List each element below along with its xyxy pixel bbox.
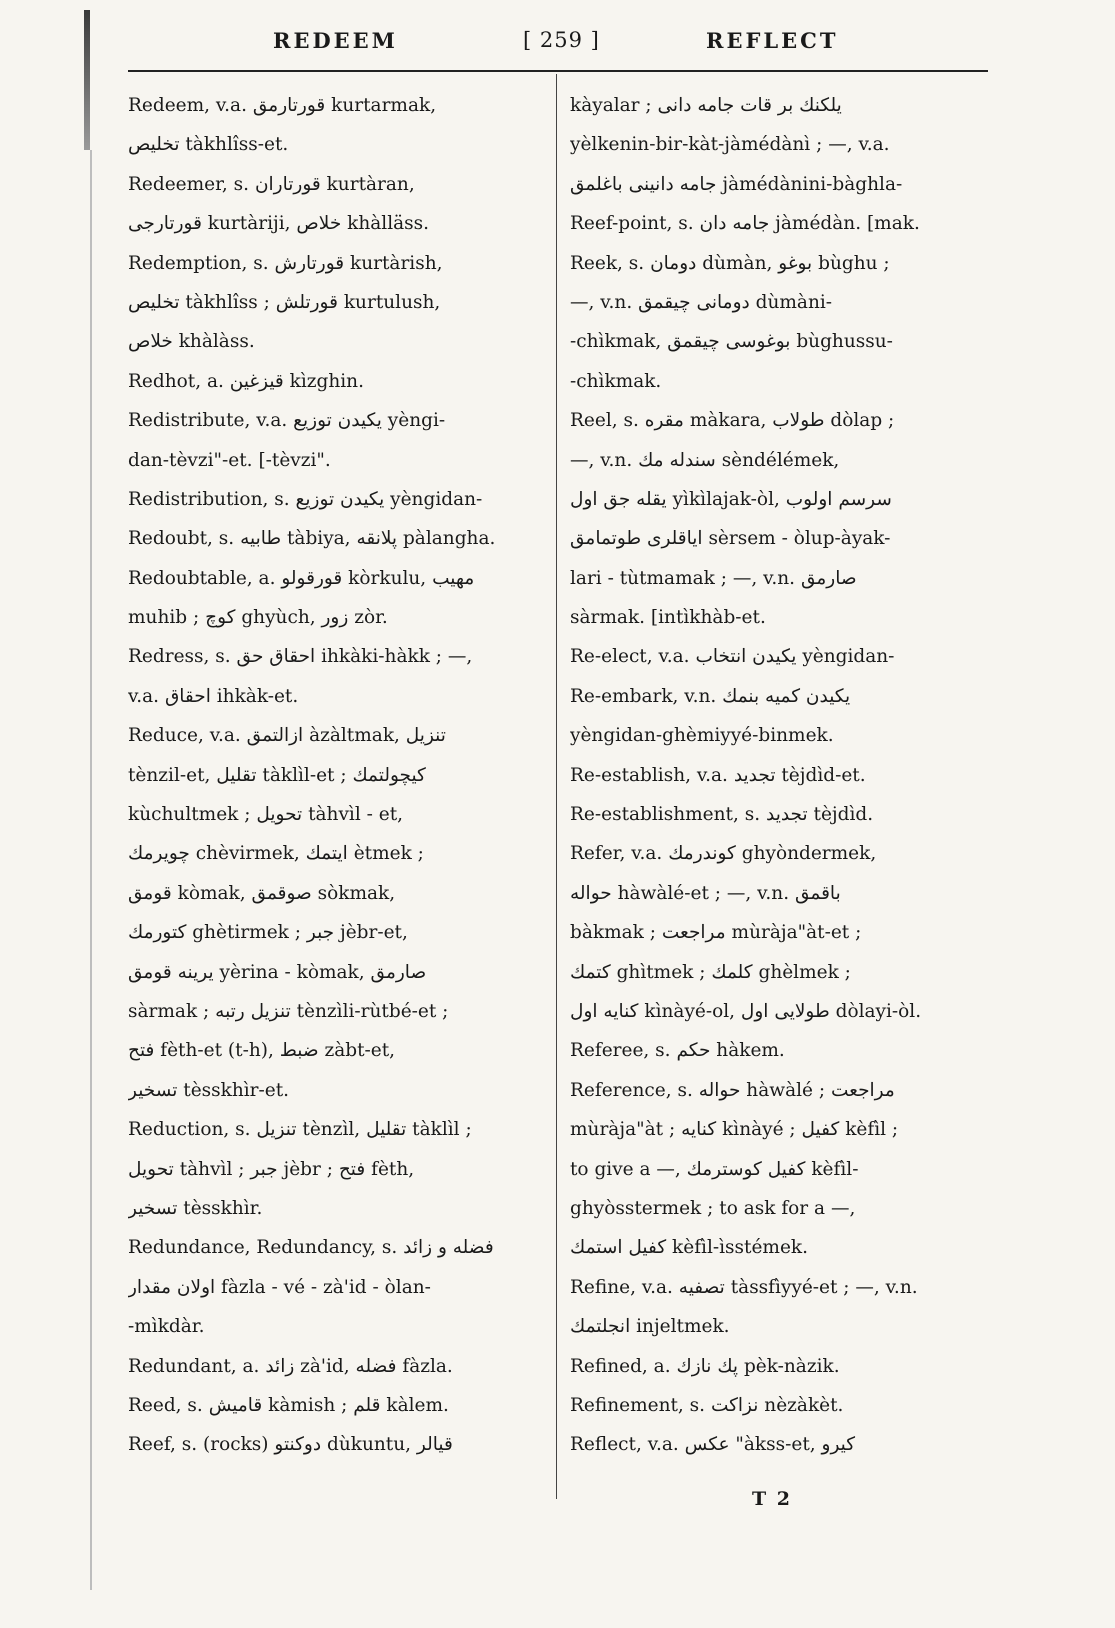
entry-line: انجلتمك injeltmek. (570, 1316, 730, 1338)
entry-line: قومق kòmak, صوقمق sòkmak, (128, 882, 396, 904)
header-left-word: REDEEM (273, 28, 398, 53)
binding-edge (84, 10, 90, 150)
header-right-word: REFLECT (706, 28, 839, 53)
binding-shadow (90, 150, 92, 1590)
entry-line: Re-elect, v.a. يكيدن انتخاب yèngidan- (570, 646, 895, 668)
page-number: [ 259 ] (523, 28, 600, 52)
entry-line: Redundant, a. زائد zà'id, فضله fàzla. (128, 1355, 453, 1377)
entry-line: چويرمك chèvirmek, ايتمك ètmek ; (128, 843, 424, 865)
entry-line: تخليص tàkhlîss ; قورتلش kurtulush, (128, 291, 441, 313)
entry-line: —, v.n. دومانى چيقمق dùmàni- (570, 291, 833, 313)
entry-line: Reduction, s. تنزيل tènzìl, تقليل tàklìl ; (128, 1119, 472, 1141)
header-rule (128, 70, 988, 72)
entry-line: Redeem, v.a. قورتارمق kurtarmak, (128, 95, 437, 116)
entry-line: ghyòsstermek ; to ask for a —, (570, 1197, 856, 1219)
left-column (128, 86, 538, 1465)
entry-line: اياقلرى طوتمامق sèrsem - òlup-àyak- (570, 528, 891, 550)
entry-line: تخليص tàkhlîss-et. (128, 134, 289, 156)
entry-line: تسخير tèsskhìr-et. (128, 1079, 290, 1101)
entry-line: Refer, v.a. كوندرمك ghyòndermek, (570, 843, 877, 865)
entry-line: Redemption, s. قورتارش kurtàrish, (128, 252, 443, 274)
entry-line: Redoubtable, a. قورقولو kòrkulu, مهيب (128, 567, 475, 589)
entry-line: جامه دانينى باغلمق jàmédànini-bàghla- (570, 173, 903, 195)
entry-line: sàrmak. [intìkhàb-et. (570, 607, 766, 629)
entry-line: yèlkenin-bir-kàt-jàmédànì ; —, v.a. (570, 134, 890, 156)
entry-line: Reed, s. قاميش kàmish ; قلم kàlem. (128, 1394, 449, 1416)
entry-line: فتح fèth-et (t-h), ضبط zàbt-et, (128, 1040, 396, 1062)
entry-line: Redress, s. احقاق حق ihkàki-hàkk ; —, (128, 646, 473, 668)
entry-line: Refine, v.a. تصفيه tàssfìyyé-et ; —, v.n. (570, 1276, 918, 1298)
entry-line: muhib ; كوچ ghyùch, زور zòr. (128, 607, 388, 629)
entry-line: Reflect, v.a. عكس "àkss-et, كيرو (570, 1434, 856, 1456)
entry-line: Redeemer, s. قورتاران kurtàran, (128, 173, 415, 195)
entry-line: kùchultmek ; تحويل tàhvìl - et, (128, 804, 404, 826)
entry-line: يرينه قومق yèrina - kòmak, صارمق (128, 961, 427, 983)
entry-line: —, v.n. سندله مك sèndélémek, (570, 449, 840, 471)
entry-line: lari - tùtmamak ; —, v.n. صارمق (570, 567, 857, 589)
entry-line: تسخير tèsskhìr. (128, 1197, 263, 1219)
entry-line: Re-embark, v.n. يكيدن كميه بنمك (570, 685, 851, 707)
entry-line: Re-establishment, s. تجديد tèjdìd. (570, 804, 874, 826)
entry-line: كتورمك ghètirmek ; جبر jèbr-et, (128, 922, 408, 944)
entry-line: كتمك ghìtmek ; كلمك ghèlmek ; (570, 961, 851, 983)
signature-mark: T 2 (752, 1488, 792, 1510)
entry-line: v.a. احقاق ihkàk-et. (128, 685, 299, 707)
entry-line: Refined, a. پك نازك pèk-nàzik. (570, 1355, 840, 1377)
column-divider (556, 74, 557, 1499)
entry-line: Redhot, a. قيزغين kìzghin. (128, 370, 364, 392)
entry-line: Reef, s. (rocks) دوكنتو dùkuntu, قيالر (128, 1434, 453, 1456)
entry-line: يقله جق اول yìkìlajak-òl, سرسم اولوب (570, 488, 892, 510)
page-header (128, 28, 988, 64)
entry-line: Redundance, Redundancy, s. فضله و زائد (128, 1237, 494, 1259)
entry-line: قورتارجى kurtàriji, خلاص khàlläss. (128, 213, 430, 235)
entry-line: خلاص khàlàss. (128, 331, 255, 353)
entry-line: sàrmak ; تنزيل رتبه tènzìli-rùtbé-et ; (128, 1000, 449, 1022)
entry-line: كنايه اول kìnàyé-ol, طولايى اول dòlayi-òl. (570, 1000, 922, 1022)
entry-line: اولان مقدار fàzla - vé - zà'id - òlan- (128, 1276, 431, 1298)
entry-line: mùràja"àt ; كنايه kìnàyé ; كفيل kèfìl ; (570, 1119, 899, 1141)
entry-line: تحويل tàhvìl ; جبر jèbr ; فتح fèth, (128, 1158, 415, 1180)
entry-line: Reel, s. مقره màkara, طولاب dòlap ; (570, 410, 895, 432)
entry-line: kàyalar ; يلكنك بر قات جامه دانى (570, 95, 842, 116)
entry-line: Redoubt, s. طابيه tàbiya, پلانقه pàlangha. (128, 528, 496, 550)
entry-line: dan-tèvzi"-et. [-tèvzi". (128, 449, 331, 471)
entry-line: tènzil-et, تقليل tàklìl-et ; كيچولتمك (128, 764, 426, 786)
entry-line: Re-establish, v.a. تجديد tèjdìd-et. (570, 764, 866, 786)
entry-line: Redistribution, s. يكيدن توزيع yèngidan- (128, 488, 483, 510)
entry-line: Referee, s. حكم hàkem. (570, 1040, 785, 1062)
entry-line: كفيل استمك kèfìl-ìsstémek. (570, 1237, 808, 1259)
entry-line: Reference, s. حواله hàwàlé ; مراجعت (570, 1079, 895, 1101)
entry-line: -chìkmak, بوغوسى چيقمق bùghussu- (570, 331, 893, 353)
entry-line: yèngidan-ghèmiyyé-binmek. (570, 725, 834, 747)
entry-line: bàkmak ; مراجعت mùràja"àt-et ; (570, 922, 862, 944)
entry-line: -mìkdàr. (128, 1316, 205, 1338)
entry-line: Refinement, s. نزاكت nèzàkèt. (570, 1394, 844, 1416)
right-column (570, 86, 980, 1465)
entry-line: حواله hàwàlé-et ; —, v.n. باقمق (570, 882, 841, 904)
entry-line: Redistribute, v.a. يكيدن توزيع yèngi- (128, 410, 446, 432)
entry-line: Reek, s. دومان dùmàn, بوغو bùghu ; (570, 252, 890, 274)
entry-line: -chìkmak. (570, 370, 662, 392)
entry-line: Reduce, v.a. ازالتمق àzàltmak, تنزيل (128, 725, 446, 747)
entry-line: Reef-point, s. جامه دان jàmédàn. [mak. (570, 213, 920, 235)
entry-line: to give a —, كفيل كوسترمك kèfìl- (570, 1158, 859, 1180)
